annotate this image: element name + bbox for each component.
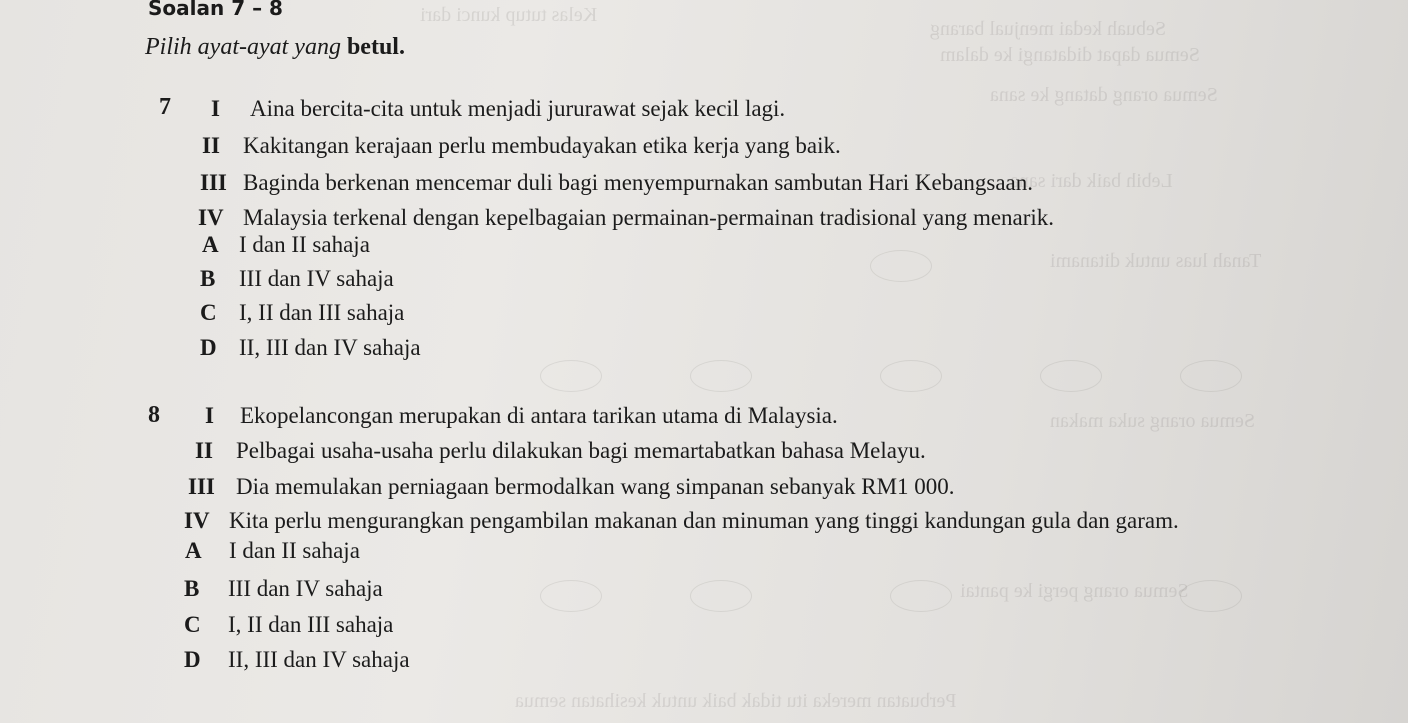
show-through-text: Sebuah kedai menjual barang bbox=[930, 18, 1167, 40]
statement-text: Dia memulakan perniagaan bermodalkan wang simpanan sebanyak RM1 000. bbox=[236, 474, 955, 499]
show-through-text: Semua orang suka makan bbox=[1050, 410, 1255, 432]
instruction bbox=[145, 34, 405, 61]
option-text: I, II dan III sahaja bbox=[228, 612, 394, 637]
question-number: 8 bbox=[148, 402, 160, 428]
option-text: I dan II sahaja bbox=[239, 232, 370, 257]
option-text: II, III dan IV sahaja bbox=[239, 335, 421, 360]
show-through-circle bbox=[1180, 360, 1242, 392]
show-through-circle bbox=[540, 360, 602, 392]
show-through-text: Perbuatan mereka itu tidak baik untuk kesihatan semua bbox=[515, 690, 957, 712]
show-through-text: Semua orang pergi ke pantai bbox=[960, 580, 1189, 602]
show-through-text: Semua orang datang ke sana bbox=[990, 84, 1218, 106]
statement-text: Kita perlu mengurangkan pengambilan makanan dan minuman yang tinggi kandungan gula dan garam. bbox=[229, 508, 1179, 533]
option-text: I, II dan III sahaja bbox=[239, 300, 405, 325]
instruction-text: Pilih ayat-ayat yang bbox=[145, 34, 347, 60]
statement-numeral: IV bbox=[184, 508, 210, 533]
statement-numeral: II bbox=[195, 438, 213, 463]
statement-numeral: IV bbox=[198, 205, 224, 230]
option-text: III dan IV sahaja bbox=[239, 266, 394, 291]
show-through-circle bbox=[1040, 360, 1102, 392]
instruction-emphasis: betul. bbox=[346, 34, 405, 60]
option-letter: A bbox=[202, 232, 219, 257]
show-through-text: Tanah luas untuk ditanami bbox=[1050, 250, 1262, 272]
statement-text: Ekopelancongan merupakan di antara tarikan utama di Malaysia. bbox=[240, 403, 838, 428]
option-letter: C bbox=[184, 612, 201, 637]
show-through-circle bbox=[1180, 580, 1242, 612]
statement-text: Pelbagai usaha-usaha perlu dilakukan bagi memartabatkan bahasa Melayu. bbox=[236, 438, 926, 463]
show-through-circle bbox=[690, 360, 752, 392]
show-through-text: Lebih baik dari sana bbox=[1010, 170, 1173, 192]
statement-numeral: III bbox=[200, 170, 227, 195]
question-number: 7 bbox=[159, 94, 171, 120]
show-through-circle bbox=[690, 580, 752, 612]
statement-numeral: III bbox=[188, 474, 215, 499]
statement-numeral: I bbox=[205, 403, 214, 428]
section-title: Soalan 7 – 8 bbox=[148, 0, 283, 20]
show-through-circle bbox=[540, 580, 602, 612]
option-text: I dan II sahaja bbox=[229, 538, 360, 563]
show-through-text: Kelas tutup kunci dari bbox=[420, 4, 598, 26]
option-letter: D bbox=[200, 335, 217, 360]
statement-text: Baginda berkenan mencemar duli bagi menyempurnakan sambutan Hari Kebangsaan. bbox=[243, 170, 1034, 195]
option-letter: C bbox=[200, 300, 217, 325]
show-through-circle bbox=[890, 580, 952, 612]
statement-text: Aina bercita-cita untuk menjadi jururawat sejak kecil lagi. bbox=[250, 96, 786, 121]
option-letter: B bbox=[200, 266, 216, 291]
option-letter: D bbox=[184, 647, 201, 672]
option-text: II, III dan IV sahaja bbox=[228, 647, 410, 672]
show-through-circle bbox=[880, 360, 942, 392]
statement-numeral: I bbox=[211, 96, 220, 121]
option-text: III dan IV sahaja bbox=[228, 576, 383, 601]
show-through-circle bbox=[870, 250, 932, 282]
statement-text: Malaysia terkenal dengan kepelbagaian permainan-permainan tradisional yang menarik. bbox=[243, 205, 1055, 230]
show-through-text: Semua dapat didatangi ke dalam bbox=[940, 44, 1200, 66]
statement-text: Kakitangan kerajaan perlu membudayakan etika kerja yang baik. bbox=[243, 133, 841, 158]
option-letter: A bbox=[185, 538, 202, 563]
option-letter: B bbox=[184, 576, 200, 601]
statement-numeral: II bbox=[202, 133, 220, 158]
